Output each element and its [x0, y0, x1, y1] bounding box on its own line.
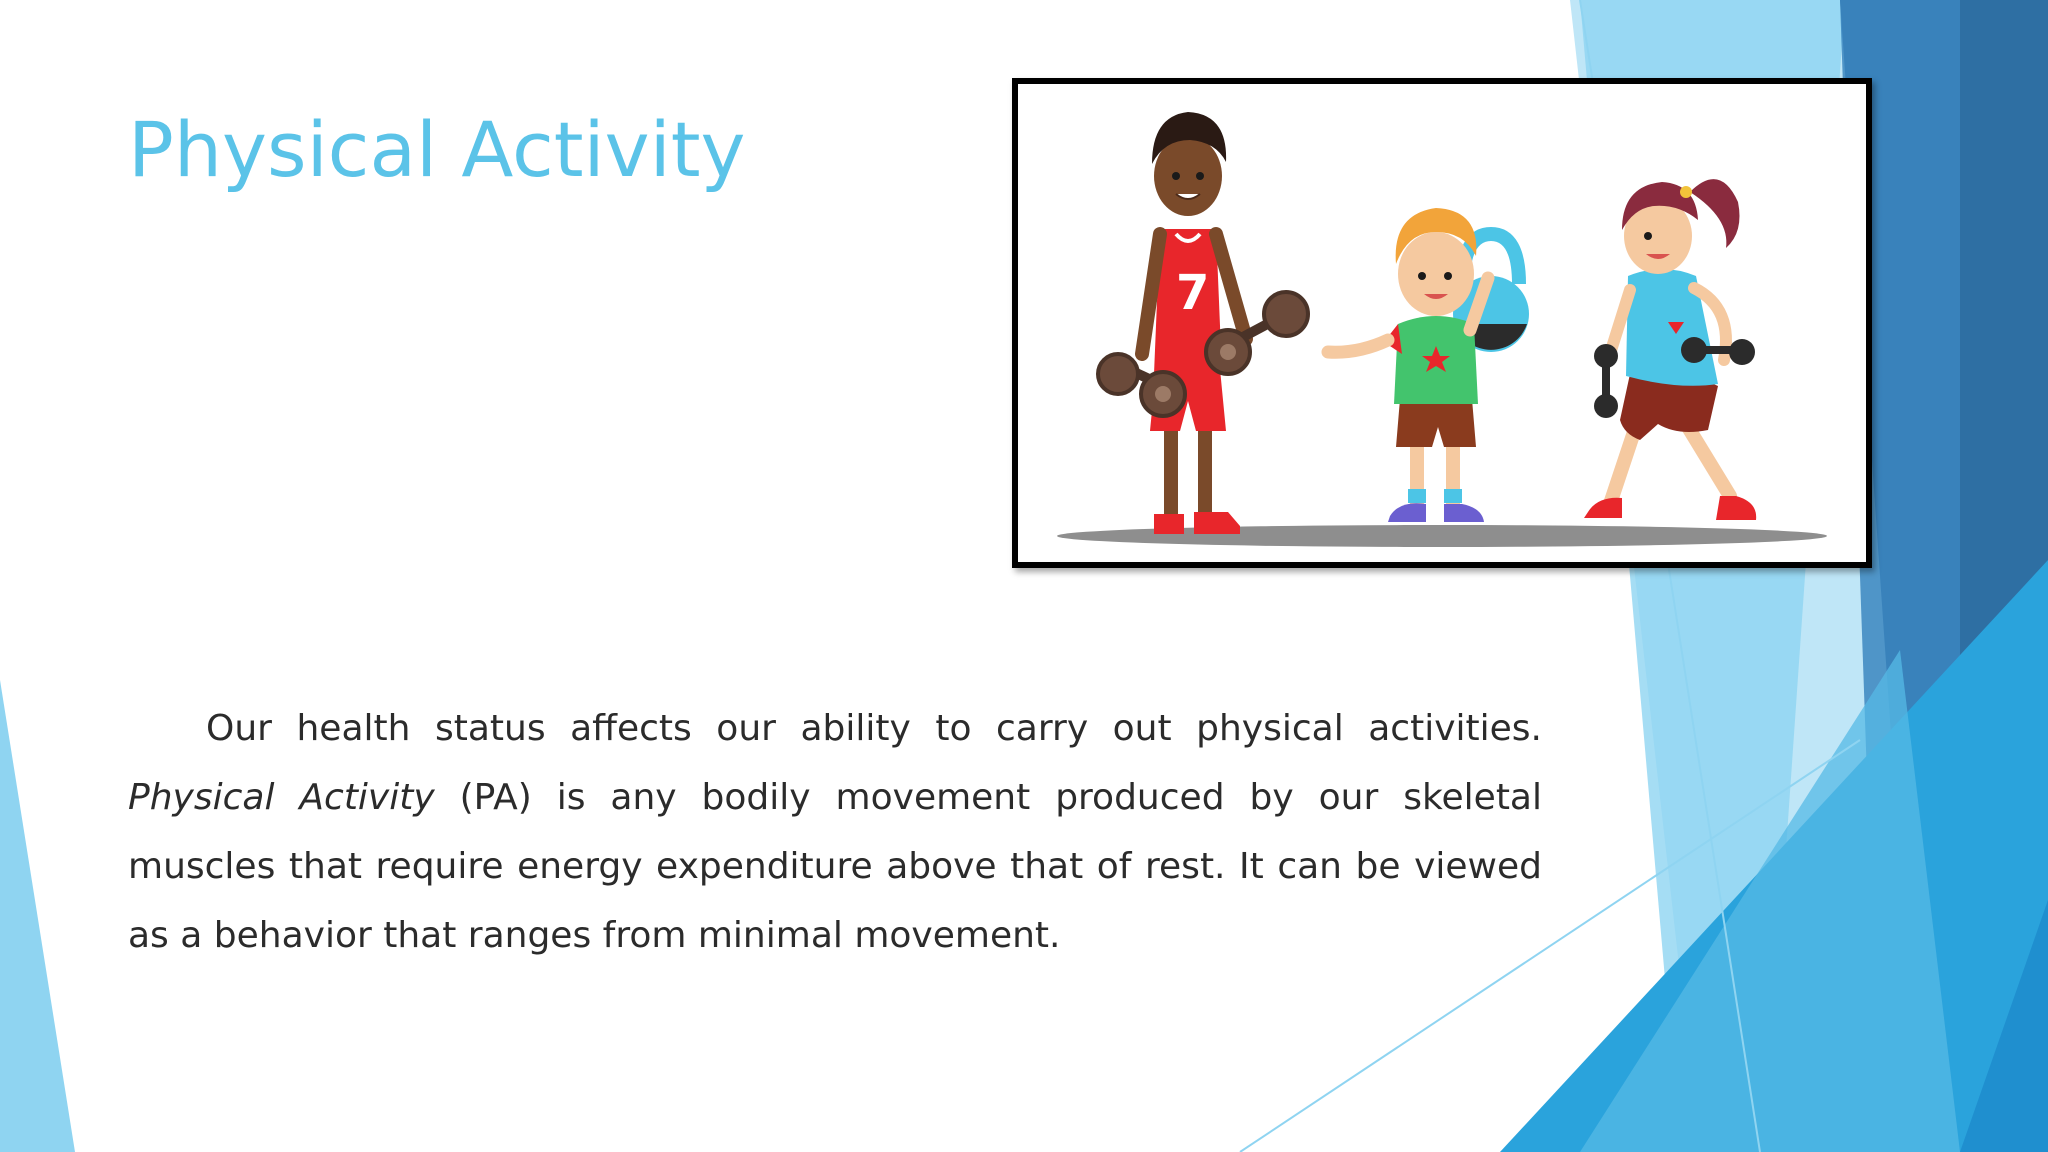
dumbbell-icon: [1594, 344, 1618, 418]
dumbbell-icon: [1681, 337, 1755, 365]
shoe: [1194, 512, 1240, 534]
arm: [1216, 234, 1246, 339]
left-accent-shape: [0, 680, 75, 1152]
dumbbell-icon: [1206, 292, 1308, 374]
leg: [1164, 429, 1178, 517]
shoe: [1716, 496, 1756, 520]
head: [1398, 232, 1474, 316]
ponytail: [1690, 179, 1740, 248]
shoe: [1584, 498, 1622, 518]
kids-exercising-illustration: [1018, 84, 1866, 562]
boy-with-kettlebell: [1328, 208, 1529, 522]
paragraph-intro: Our health status affects our ability to carry out physical activities.: [206, 708, 1542, 749]
shoe: [1388, 503, 1426, 522]
boy-with-dumbbells: [1098, 112, 1308, 534]
illustration-frame: [1012, 78, 1872, 568]
arm: [1328, 340, 1388, 352]
body-paragraph: [128, 694, 1542, 970]
paragraph-term: Physical Activity: [128, 777, 435, 818]
shoe: [1444, 504, 1484, 522]
girl-with-dumbbells: [1584, 179, 1756, 520]
shoe: [1154, 514, 1184, 534]
leg: [1198, 429, 1212, 517]
slide-title: Physical Activity: [128, 105, 746, 194]
jersey-number: 7: [1176, 265, 1210, 321]
paragraph-definition: (PA) is any bodily movement produced by our skeletal muscles that require energy expenditure above that of rest. It can be viewed as a behavior that ranges from minimal movement.: [128, 777, 1542, 956]
shorts: [1396, 399, 1476, 447]
